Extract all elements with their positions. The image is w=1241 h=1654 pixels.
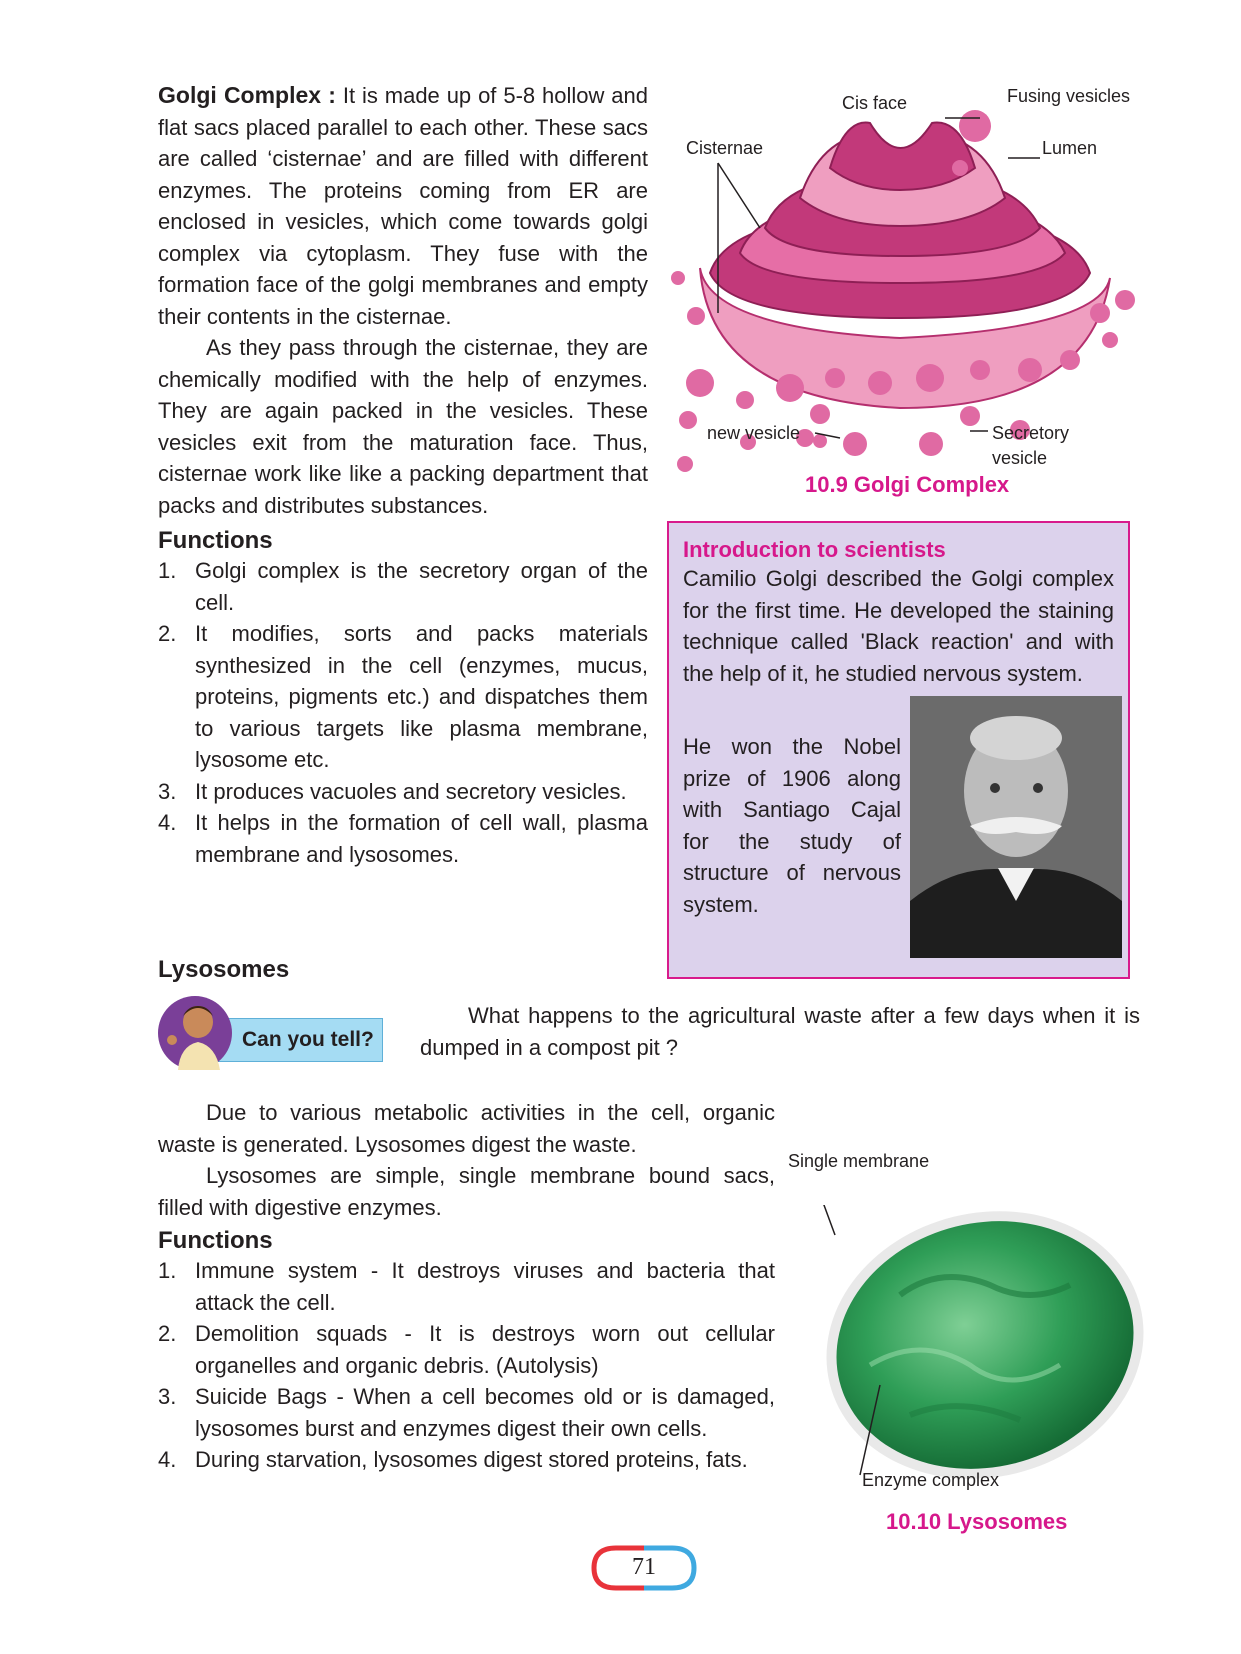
golgi-figure-caption: 10.9 Golgi Complex bbox=[805, 472, 1010, 497]
lysosome-illustration bbox=[790, 1205, 1160, 1505]
golgi-intro-text: It is made up of 5-8 hollow and flat sacs placed parallel to each other. These sacs are called ‘cisternae’ and are filled with different enzymes. The proteins coming from ER are enclosed in vesicles, which come towards golgi complex via cytoplasm. They fuse with the formation face of the golgi membranes and empty their contents in the cisternae. bbox=[158, 83, 649, 329]
label-new-vesicle: new vesicle bbox=[707, 423, 801, 443]
can-you-tell-question: What happens to the agricultural waste after a few days when it is dumped in a compost pit ? bbox=[420, 1003, 1140, 1060]
lysosome-figure-caption: 10.10 Lysosomes bbox=[886, 1509, 1068, 1534]
page-number-badge bbox=[590, 1545, 698, 1591]
label-enzyme-complex: Enzyme complex bbox=[862, 1470, 1000, 1490]
list-text: It produces vacuoles and secretory vesicles. bbox=[195, 778, 627, 804]
lysosome-functions-heading: Functions bbox=[158, 1227, 273, 1254]
lysosome-figure bbox=[788, 1151, 1160, 1545]
boy-illustration bbox=[158, 996, 232, 1070]
list-text: Demolition squads - It is destroys worn out cellular organelles and organic debris. (Autolysis) bbox=[195, 1321, 775, 1378]
scientist-box-content bbox=[683, 537, 1114, 689]
camilio-golgi-portrait bbox=[910, 696, 1122, 958]
scientist-info-box bbox=[667, 521, 1130, 979]
list-text: It modifies, sorts and packs materials synthesized in the cell (enzymes, mucus, proteins, pigments etc.) and dispatches them to various targets like plasma membrane, lysosome etc. bbox=[195, 621, 648, 772]
list-text: It helps in the formation of cell wall, plasma membrane and lysosomes. bbox=[195, 810, 648, 867]
list-text: Golgi complex is the secretory organ of the cell. bbox=[195, 558, 648, 615]
lysosome-section bbox=[158, 1097, 775, 1476]
boy-avatar-icon bbox=[158, 996, 232, 1070]
list-item bbox=[158, 807, 648, 870]
list-number: 2. bbox=[158, 621, 177, 646]
list-item bbox=[158, 1444, 775, 1476]
label-secretory-vesicle-line-2: vesicle bbox=[992, 448, 1048, 468]
scientist-box-text-1: Camilio Golgi described the Golgi complex for the first time. He developed the staining technique called 'Black reaction' and with the help of it, he studied nervous system. bbox=[683, 566, 1114, 686]
golgi-functions-heading: Functions bbox=[158, 527, 273, 554]
list-number: 4. bbox=[158, 1447, 177, 1472]
golgi-paragraph-2: As they pass through the cisternae, they are chemically modified with the help of enzymes. They are again packed in the vesicles. These vesicles exit from the maturation face. Thus, cisternae work like like a packing department that packs and distributes substances. bbox=[158, 335, 648, 518]
page-number: 71 bbox=[632, 1554, 656, 1580]
list-number: 2. bbox=[158, 1321, 177, 1346]
golgi-section bbox=[158, 80, 648, 870]
list-item bbox=[158, 555, 648, 618]
can-you-tell-badge bbox=[158, 992, 388, 1072]
golgi-intro-paragraph bbox=[158, 80, 648, 332]
list-item bbox=[158, 1318, 775, 1381]
label-single-membrane: Single membrane bbox=[788, 1151, 930, 1171]
scientist-box-title: Introduction to scientists bbox=[683, 537, 946, 562]
list-number: 3. bbox=[158, 1384, 177, 1409]
list-item bbox=[158, 1381, 775, 1444]
can-you-tell-label: Can you tell? bbox=[242, 1028, 374, 1051]
label-lumen: Lumen bbox=[1042, 138, 1098, 158]
golgi-figure bbox=[670, 78, 1150, 498]
list-number: 1. bbox=[158, 1258, 177, 1283]
golgi-term: Golgi Complex : bbox=[158, 82, 336, 108]
list-text: During starvation, lysosomes digest stored proteins, fats. bbox=[195, 1447, 748, 1472]
list-text: Immune system - It destroys viruses and bacteria that attack the cell. bbox=[195, 1258, 775, 1315]
lysosome-paragraph-1: Due to various metabolic activities in the cell, organic waste is generated. Lysosomes digest the waste. bbox=[158, 1100, 775, 1157]
lysosome-paragraph-2: Lysosomes are simple, single membrane bound sacs, filled with digestive enzymes. bbox=[158, 1163, 775, 1220]
list-item bbox=[158, 1255, 775, 1318]
label-fusing-vesicles: Fusing vesicles bbox=[1007, 86, 1131, 106]
scientist-box-text-2: He won the Nobel prize of 1906 along with Santiago Cajal for the study of structure of nervous system. bbox=[683, 734, 901, 917]
portrait-illustration bbox=[910, 696, 1122, 958]
label-cisternae: Cisternae bbox=[686, 138, 764, 158]
list-number: 4. bbox=[158, 810, 177, 835]
list-item bbox=[158, 618, 648, 776]
list-number: 3. bbox=[158, 778, 177, 804]
list-number: 1. bbox=[158, 558, 177, 583]
list-item bbox=[158, 776, 648, 808]
lysosome-functions-list bbox=[158, 1255, 775, 1476]
lysosomes-heading: Lysosomes bbox=[158, 956, 290, 983]
label-cis-face: Cis face bbox=[842, 93, 908, 113]
golgi-functions-list bbox=[158, 555, 648, 870]
label-secretory-vesicle-line-1: Secretory bbox=[992, 423, 1070, 443]
list-text: Suicide Bags - When a cell becomes old or is damaged, lysosomes burst and enzymes digest their own cells. bbox=[195, 1384, 775, 1441]
